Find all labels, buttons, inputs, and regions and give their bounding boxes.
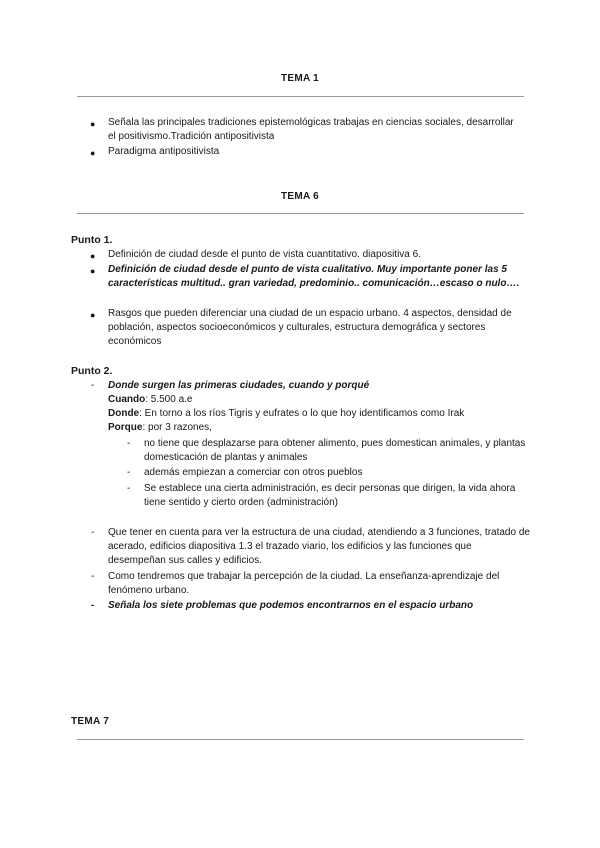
bullet-icon: ●: [90, 266, 96, 276]
dash-icon: -: [91, 380, 95, 391]
bullet-icon: ●: [90, 119, 96, 129]
tema1-rule: [77, 96, 524, 97]
donde-label: Donde: [108, 408, 140, 419]
punto1-bullet-1: Definición de ciudad desde el punto de vista cuantitativo. diapositiva 6.: [108, 249, 421, 260]
tema1-title: TEMA 1: [280, 73, 320, 84]
tema6-rule: [77, 213, 524, 214]
porque-label: Porque: [108, 422, 143, 433]
bullet-icon: ●: [90, 148, 96, 158]
tema1-bullet-1: Señala las principales tradiciones epistemológicas trabajas en ciencias sociales, desarrollar el positivismo.Tradición antipositivista: [108, 117, 514, 142]
reason-1: no tiene que desplazarse para obtener alimento, pues domestican animales, y plantas domesticación de plantas y animales: [144, 438, 526, 463]
dash-icon: -: [127, 467, 131, 478]
punto2-item-3: Señala los siete problemas que podemos encontrarnos en el espacio urbano: [108, 600, 474, 611]
tema6-title: TEMA 6: [280, 191, 320, 202]
bullet-icon: ●: [90, 310, 96, 320]
cuando-label: Cuando: [108, 394, 146, 405]
punto2-question: Donde surgen las primeras ciudades, cuando y porqué: [108, 380, 370, 391]
punto2-item-1: Que tener en cuenta para ver la estructura de una ciudad, atendiendo a 3 funciones, tratado de acerado, edificios diapositiva 1.3 el trazado viario, los edificios y las funciones que desempeñan sus calles y edificios.: [108, 527, 530, 566]
dash-icon: -: [91, 571, 95, 582]
punto1-bullet-2: Definición de ciudad desde el punto de vista cualitativo. Muy importante poner las 5 características multitud.. gran variedad, predominio.. comunicación…escaso o nulo….: [108, 264, 520, 289]
punto2-item-2: Como tendremos que trabajar la percepción de la ciudad. La enseñanza-aprendizaje del fenómeno urbano.: [108, 571, 500, 596]
porque-value: : por 3 razones,: [142, 422, 212, 433]
reason-3: Se establece una cierta administración, es decir personas que dirigen, la vida ahora tiene sentido y cierto orden (administración): [144, 483, 516, 508]
dash-icon: -: [91, 600, 95, 611]
dash-icon: -: [127, 483, 131, 494]
reason-2: además empiezan a comerciar con otros pueblos: [144, 467, 363, 478]
punto1-label: Punto 1.: [71, 234, 113, 246]
dash-icon: -: [127, 438, 131, 449]
tema7-rule: [77, 739, 524, 740]
punto2-cuando: [108, 393, 528, 407]
bullet-icon: ●: [90, 251, 96, 261]
tema7-title: TEMA 7: [71, 716, 110, 727]
dash-icon: -: [91, 527, 95, 538]
punto2-label: Punto 2.: [71, 365, 113, 377]
punto2-donde: [108, 407, 538, 421]
tema1-bullet-2: Paradigma antipositivista: [108, 146, 220, 157]
cuando-value: : 5.500 a.e: [145, 394, 193, 405]
punto1-bullet-3: Rasgos que pueden diferenciar una ciudad de un espacio urbano. 4 aspectos, densidad de población, aspectos socioeconómicos y culturales, estructura demográfica y sectores económicos: [108, 308, 512, 347]
punto2-porque: [108, 421, 528, 435]
donde-value: : En torno a los ríos Tigris y eufrates o lo que hoy identificamos como Irak: [139, 408, 465, 419]
